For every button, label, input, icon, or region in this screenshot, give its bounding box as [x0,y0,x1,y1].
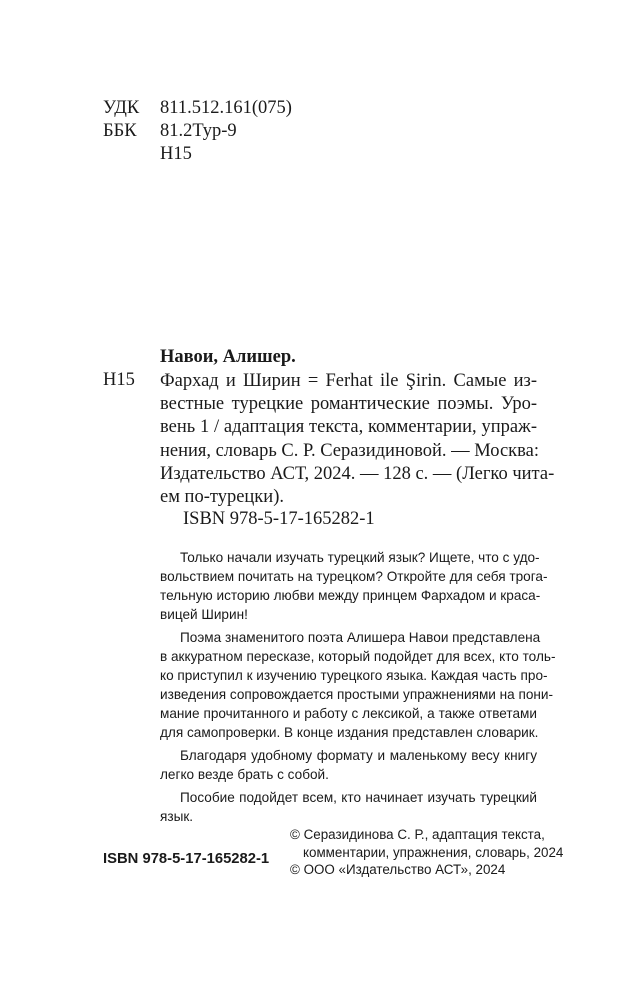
annotation-line: для самопроверки. В конце издания представлен словарик. [160,725,539,740]
annotation-line: Только начали изучать турецкий язык? Ищете, что с удо- [180,550,540,565]
copyright-line: © ООО «Издательство АСТ», 2024 [290,862,506,877]
author-sign-side: Н15 [103,370,135,390]
udk-label: УДК [103,98,140,118]
copyright-block [290,826,564,879]
description-line: Издательство АСТ, 2024. — 128 с. — (Легко чита- [160,463,555,484]
copyright-line: комментарии, упражнения, словарь, 2024 [303,844,564,860]
annotation-line: в аккуратном пересказе, который подойдет для всех, кто толь- [160,649,556,664]
isbn-footer: ISBN 978-5-17-165282-1 [103,851,270,867]
annotation-line: легко везде брать с собой. [160,767,329,782]
copyright-line: © Серазидинова С. Р., адаптация текста, [290,827,545,842]
annotation-paragraph [160,746,537,784]
annotation-line: изведения сопровождается простыми упражнениями на пони- [160,687,554,702]
udk-row [103,97,292,119]
description-line: вень 1 / адаптация текста, комментарии, упраж- [160,417,537,438]
annotation-line: ко приступил к изучению турецкого языка. Каждая часть про- [160,668,548,683]
annotation-line: вицей Ширин! [160,607,248,622]
author-name: Навои, Алишер. [160,347,296,367]
annotation-paragraph [160,628,556,742]
annotation-line: тельную историю любви между принцем Фархадом и краса- [160,588,541,603]
description-line: нения, словарь С. Р. Серазидиновой. — Москва: [160,440,539,461]
bibliographic-description [160,370,555,509]
annotation-line: Пособие подойдет всем, кто начинает изучать турецкий [180,790,537,805]
annotation-paragraph [160,548,548,624]
udk-value: 811.512.161(075) [160,98,292,118]
bbk-label: ББК [103,121,137,141]
isbn-record: ISBN 978-5-17-165282-1 [183,509,375,529]
annotation-line: вольствием почитать на турецком? Откройте для себя трога- [160,569,548,584]
description-line: Фархад и Ширин = Ferhat ile Şirin. Самые из- [160,371,537,391]
description-line: вестные турецкие романтические поэмы. Уро- [160,394,537,415]
annotation-line: Поэма знаменитого поэта Алишера Навои представлена [180,630,541,645]
description-line: ем по-турецки). [160,487,284,508]
annotation-line: Благодаря удобному формату и маленькому весу книгу [180,748,537,763]
annotation-line: мание прочитанного и работу с лексикой, а также ответами [160,706,537,721]
bbk-row [103,120,237,142]
annotation-line: язык. [160,809,194,824]
bbk-value: 81.2Тур-9 [160,121,237,141]
author-sign-top: Н15 [160,144,192,164]
annotation [160,548,556,826]
annotation-paragraph [160,788,537,826]
